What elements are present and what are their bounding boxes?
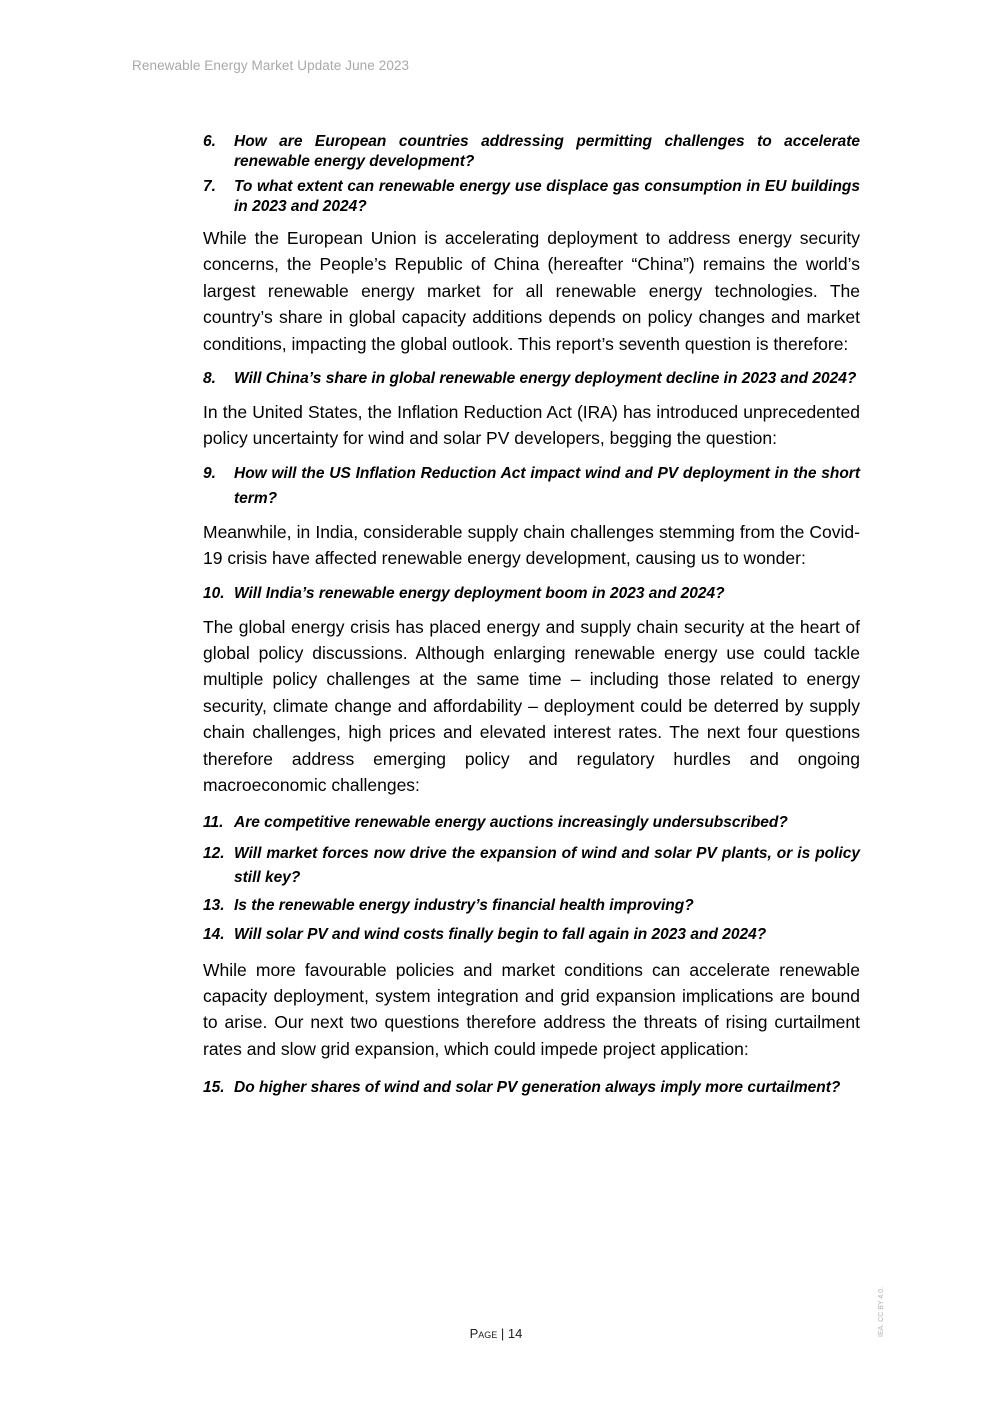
paragraph: The global energy crisis has placed energy and supply chain security at the heart of global policy discussions. Although enlarging renewable energy use could tackle multiple policy challenges at the same time – including those related to energy security, climate change and affordability – deployment could be deterred by supply chain challenges, high prices and elevated interest rates. The next four questions therefore address emerging policy and regulatory hurdles and ongoing macroeconomic challenges: — [203, 616, 860, 796]
question-number: 10. — [203, 584, 225, 602]
page-label: Page — [469, 1326, 498, 1341]
paragraph: While more favourable policies and market conditions can accelerate renewable capacity deployment, system integration and grid expansion implications are bound to arise. Our next two questions therefore address the threats of rising curtailment rates and slow grid expansion, which could impede project application: — [203, 959, 860, 1059]
question-text: Will India’s renewable energy deployment boom in 2023 and 2024? — [234, 584, 725, 602]
page-body — [203, 132, 860, 1100]
question-text: Do higher shares of wind and solar PV generation always imply more curtailment? — [234, 1079, 841, 1097]
page-number: 14 — [507, 1326, 523, 1341]
question-text: How will the US Inflation Reduction Act impact wind and PV deployment in the short term? — [234, 464, 860, 507]
question-text: Will China’s share in global renewable energy deployment decline in 2023 and 2024? — [234, 370, 857, 388]
question-8 — [203, 366, 860, 391]
paragraph: In the United States, the Inflation Reduction Act (IRA) has introduced unprecedented policy uncertainty for wind and solar PV developers, begging the question: — [203, 402, 860, 449]
question-text: To what extent can renewable energy use displace gas consumption in EU buildings in 2023 and 2024? — [234, 178, 860, 215]
question-number: 11. — [203, 813, 224, 831]
question-13 — [203, 896, 860, 916]
question-number: 15. — [203, 1079, 225, 1097]
question-text: Is the renewable energy industry’s financial health improving? — [234, 896, 694, 914]
question-15 — [203, 1076, 860, 1100]
paragraph: Meanwhile, in India, considerable supply chain challenges stemming from the Covid-19 crisis have affected renewable energy development, causing us to wonder: — [203, 521, 860, 569]
question-number: 12. — [203, 844, 225, 862]
question-text: Are competitive renewable energy auctions increasingly undersubscribed? — [234, 813, 788, 831]
question-text: How are European countries addressing permitting challenges to accelerate renewable energy development? — [234, 133, 860, 170]
question-number: 9. — [203, 464, 216, 482]
question-10 — [203, 584, 860, 604]
question-9 — [203, 461, 860, 511]
question-7 — [203, 177, 860, 217]
question-11 — [203, 813, 860, 833]
page-separator: | — [500, 1326, 505, 1341]
license-notice: IEA. CC BY 4.0. — [878, 1286, 885, 1337]
question-text: Will market forces now drive the expansion of wind and solar PV plants, or is policy still key? — [234, 844, 860, 886]
question-6 — [203, 132, 860, 172]
question-text: Will solar PV and wind costs finally begin to fall again in 2023 and 2024? — [234, 925, 767, 943]
paragraph: While the European Union is accelerating deployment to address energy security concerns, the People’s Republic of China (hereafter “China”) remains the world’s largest renewable energy market for all renewable energy technologies. The country’s share in global capacity additions depends on policy changes and market conditions, impacting the global outlook. This report’s seventh question is therefore: — [203, 228, 860, 354]
question-number: 7. — [203, 178, 216, 195]
question-12 — [203, 842, 860, 890]
running-header: Renewable Energy Market Update June 2023 — [132, 58, 410, 73]
question-number: 13. — [203, 896, 225, 914]
question-number: 8. — [203, 370, 216, 388]
question-14 — [203, 925, 860, 945]
question-number: 14. — [203, 925, 225, 943]
page-footer — [0, 1326, 992, 1341]
question-number: 6. — [203, 133, 216, 150]
